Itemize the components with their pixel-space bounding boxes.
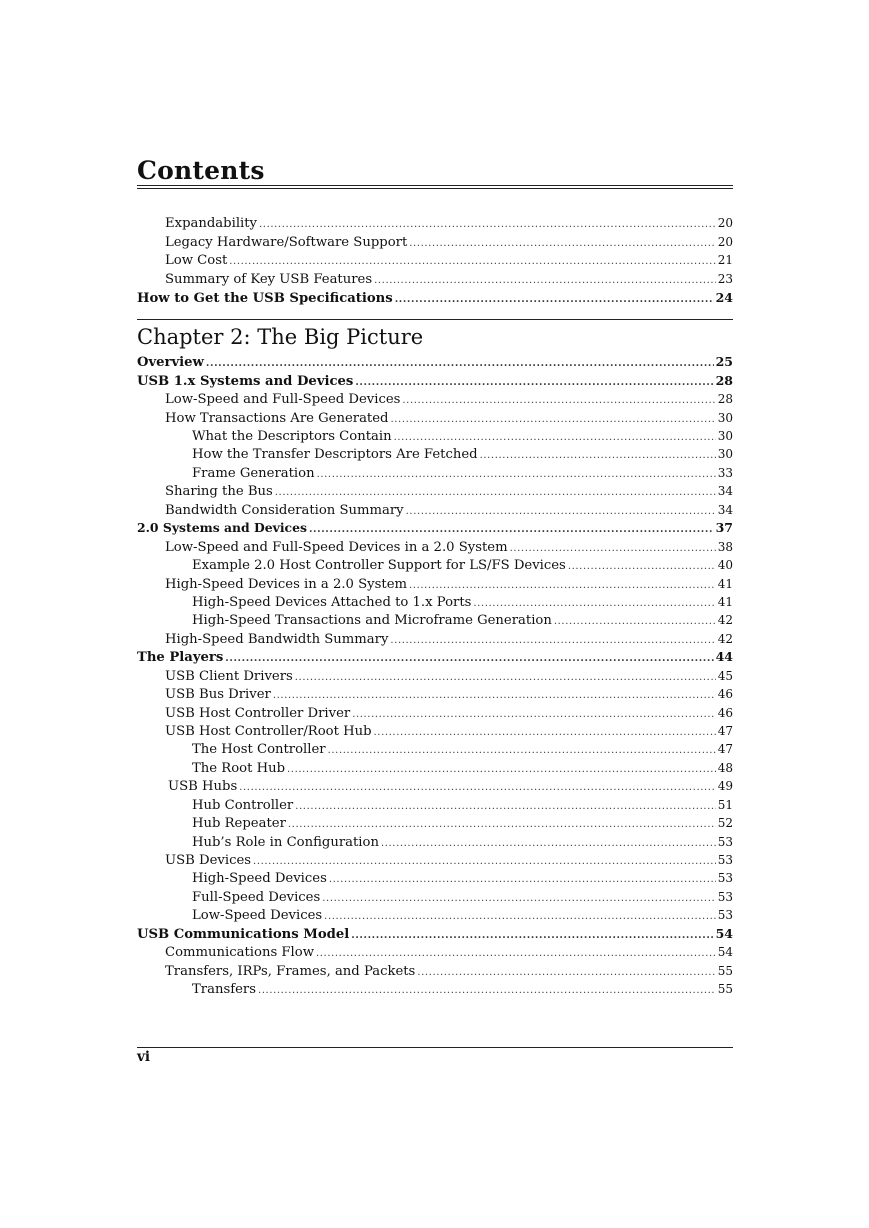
toc-entry[interactable]: [137, 907, 733, 923]
toc-entry-title: Legacy Hardware/Software Support: [165, 235, 408, 250]
dot-leader: [473, 596, 715, 612]
toc-entry-page: 46: [717, 687, 733, 701]
dot-leader: [417, 965, 715, 981]
dot-leader: [406, 504, 716, 520]
toc-entry-title: Communications Flow: [165, 945, 314, 960]
toc-entry-page: 24: [715, 290, 733, 305]
toc-entry-page: 46: [717, 706, 733, 720]
toc-entry[interactable]: [137, 668, 733, 684]
toc-entry[interactable]: [137, 705, 733, 721]
toc-entry-title: High-Speed Devices: [192, 871, 327, 886]
toc-entry-page: 42: [717, 613, 733, 627]
toc-entry-page: 44: [715, 649, 733, 664]
toc-entry-page: 23: [717, 272, 733, 286]
toc-entry[interactable]: [137, 483, 733, 499]
toc-entry-page: 47: [717, 742, 733, 756]
toc-entry[interactable]: [137, 852, 733, 868]
dot-leader: [258, 983, 716, 999]
dot-leader: [402, 393, 715, 409]
toc-entry-title: Transfers: [192, 982, 256, 997]
toc-entry-title: 2.0 Systems and Devices: [137, 520, 307, 535]
dot-leader: [275, 485, 716, 501]
dot-leader: [394, 430, 716, 446]
toc-entry-page: 49: [717, 779, 733, 793]
toc-entry[interactable]: [137, 354, 733, 370]
dot-leader: [409, 236, 715, 252]
toc-entry[interactable]: [137, 557, 733, 573]
toc-entry[interactable]: [137, 981, 733, 997]
toc-entry-title: USB Host Controller Driver: [165, 706, 351, 721]
dot-leader: [480, 448, 716, 464]
toc-entry-title: USB Client Drivers: [165, 669, 293, 684]
dot-leader: [322, 891, 715, 907]
toc-entry-title: USB Communications Model: [137, 927, 350, 942]
toc-entry[interactable]: [137, 290, 733, 306]
toc-entry-page: 38: [717, 540, 733, 554]
toc-entry[interactable]: [137, 760, 733, 776]
toc-entry-page: 20: [717, 235, 733, 249]
toc-entry[interactable]: [137, 723, 733, 739]
toc-entry-page: 30: [717, 429, 733, 443]
toc-entry[interactable]: [137, 252, 733, 268]
toc-entry-page: 53: [717, 853, 733, 867]
toc-entry-title: How the Transfer Descriptors Are Fetched: [192, 447, 478, 462]
toc-entry-title: The Root Hub: [192, 761, 286, 776]
toc-entry[interactable]: [137, 446, 733, 462]
dot-leader: [390, 412, 715, 428]
dot-leader: [206, 356, 714, 372]
toc-entry-page: 51: [717, 798, 733, 812]
toc-entry-title: Example 2.0 Host Controller Support for LS/FS Devices: [192, 558, 566, 573]
toc-entry-page: 34: [717, 503, 733, 517]
title-rule: [137, 185, 733, 189]
dot-leader: [317, 467, 716, 483]
dot-leader: [374, 725, 716, 741]
toc-entry-title: Expandability: [165, 216, 258, 231]
dot-leader: [295, 799, 715, 815]
toc-entry[interactable]: [137, 428, 733, 444]
toc-entry[interactable]: [137, 373, 733, 389]
dot-leader: [409, 578, 716, 594]
toc-entry[interactable]: [137, 870, 733, 886]
toc-entry[interactable]: [137, 271, 733, 287]
dot-leader: [510, 541, 716, 557]
toc-entry[interactable]: [137, 391, 733, 407]
toc-entry-page: 33: [717, 466, 733, 480]
chapter-rule: [137, 319, 733, 320]
toc-entry[interactable]: [137, 465, 733, 481]
dot-leader: [273, 688, 716, 704]
toc-entry[interactable]: [137, 815, 733, 831]
toc-entry[interactable]: [137, 778, 733, 794]
toc-entry-page: 21: [717, 253, 733, 267]
toc-entry-title: Hub’s Role in Configuration: [192, 835, 379, 850]
toc-entry[interactable]: [137, 797, 733, 813]
toc-entry-page: 30: [717, 447, 733, 461]
dot-leader: [390, 633, 715, 649]
toc-entry[interactable]: [137, 649, 733, 665]
toc-entry-page: 53: [717, 871, 733, 885]
toc-entry-page: 55: [717, 982, 733, 996]
footer-rule: [137, 1047, 733, 1048]
toc-entry[interactable]: [137, 520, 733, 536]
toc-entry-title: The Host Controller: [192, 742, 326, 757]
dot-leader: [253, 854, 716, 870]
dot-leader: [554, 614, 716, 630]
toc-entry-title: Summary of Key USB Features: [165, 272, 373, 287]
toc-entry-page: 54: [715, 926, 733, 941]
toc-entry-page: 47: [717, 724, 733, 738]
toc-entry[interactable]: [137, 889, 733, 905]
toc-entry-title: High-Speed Devices Attached to 1.x Ports: [192, 595, 472, 610]
dot-leader: [352, 707, 716, 723]
toc-entry-page: 20: [717, 216, 733, 230]
toc-entry-title: How to Get the USB Specifications: [137, 291, 393, 306]
page-title: Contents: [137, 156, 265, 185]
toc-entry-title: High-Speed Transactions and Microframe Generation: [192, 613, 552, 628]
dot-leader: [381, 836, 716, 852]
toc-entry-title: How Transactions Are Generated: [165, 411, 389, 426]
dot-leader: [288, 817, 716, 833]
toc-entry-title: Sharing the Bus: [165, 484, 273, 499]
toc-entry-page: 28: [715, 373, 733, 388]
toc-entry[interactable]: [137, 576, 733, 592]
toc-entry-title: Overview: [137, 355, 204, 370]
dot-leader: [259, 217, 716, 233]
toc-entry[interactable]: [137, 631, 733, 647]
dot-leader: [328, 743, 716, 759]
dot-leader: [229, 254, 715, 270]
dot-leader: [329, 872, 716, 888]
toc-entry-title: Low-Speed Devices: [192, 908, 323, 923]
dot-leader: [295, 670, 716, 686]
dot-leader: [395, 292, 714, 308]
dot-leader: [316, 946, 716, 962]
toc-entry-title: Frame Generation: [192, 466, 315, 481]
toc-entry-title: Full-Speed Devices: [192, 890, 321, 905]
toc-entry-title: Low-Speed and Full-Speed Devices: [165, 392, 401, 407]
toc-entry[interactable]: [137, 594, 733, 610]
toc-entry-page: 37: [715, 520, 733, 535]
dot-leader: [355, 375, 713, 391]
toc-entry-title: Hub Repeater: [192, 816, 286, 831]
toc-entry-title: USB Bus Driver: [165, 687, 271, 702]
dot-leader: [568, 559, 716, 575]
dot-leader: [351, 928, 713, 944]
toc-entry[interactable]: [137, 410, 733, 426]
toc-entry[interactable]: [137, 215, 733, 231]
dot-leader: [287, 762, 716, 778]
toc-entry[interactable]: [137, 926, 733, 942]
toc-entry-page: 25: [715, 354, 733, 369]
toc-entry-page: 42: [717, 632, 733, 646]
toc-entry-title: USB Host Controller/Root Hub: [165, 724, 372, 739]
toc-entry-page: 53: [717, 890, 733, 904]
toc-entry-title: Bandwidth Consideration Summary: [165, 503, 404, 518]
chapter-title: Chapter 2: The Big Picture: [137, 325, 424, 349]
page-number: vi: [137, 1049, 150, 1065]
toc-entry-title: The Players: [137, 650, 224, 665]
toc-entry[interactable]: [137, 539, 733, 555]
toc-entry-title: USB Hubs: [168, 779, 238, 794]
toc-entry-title: Transfers, IRPs, Frames, and Packets: [165, 964, 416, 979]
toc-entry-page: 34: [717, 484, 733, 498]
toc-entry[interactable]: [137, 963, 733, 979]
toc-entry-page: 30: [717, 411, 733, 425]
dot-leader: [309, 522, 714, 538]
toc-entry[interactable]: [137, 612, 733, 628]
toc-entry[interactable]: [137, 944, 733, 960]
toc-entry[interactable]: [137, 686, 733, 702]
toc-entry-title: What the Descriptors Contain: [192, 429, 392, 444]
toc-entry-title: Hub Controller: [192, 798, 294, 813]
toc-entry[interactable]: [137, 834, 733, 850]
dot-leader: [324, 909, 716, 925]
dot-leader: [225, 651, 713, 667]
toc-entry-title: USB 1.x Systems and Devices: [137, 374, 354, 389]
toc-entry-page: 54: [717, 945, 733, 959]
toc-entry-page: 45: [717, 669, 733, 683]
toc-entry-title: USB Devices: [165, 853, 252, 868]
toc-entry-page: 48: [717, 761, 733, 775]
toc-entry[interactable]: [137, 741, 733, 757]
toc-entry-title: Low Cost: [165, 253, 228, 268]
dot-leader: [239, 780, 715, 796]
toc-entry-page: 28: [717, 392, 733, 406]
toc-entry-page: 53: [717, 835, 733, 849]
toc-entry-page: 53: [717, 908, 733, 922]
toc-entry-title: High-Speed Bandwidth Summary: [165, 632, 389, 647]
toc-entry[interactable]: [137, 234, 733, 250]
toc-entry-page: 41: [717, 577, 733, 591]
toc-entry[interactable]: [137, 502, 733, 518]
toc-entry-title: High-Speed Devices in a 2.0 System: [165, 577, 408, 592]
toc-entry-title: Low-Speed and Full-Speed Devices in a 2.0 System: [165, 540, 508, 555]
toc-entry-page: 41: [717, 595, 733, 609]
toc-entry-page: 55: [717, 964, 733, 978]
toc-entry-page: 52: [717, 816, 733, 830]
dot-leader: [374, 273, 716, 289]
toc-entry-page: 40: [717, 558, 733, 572]
